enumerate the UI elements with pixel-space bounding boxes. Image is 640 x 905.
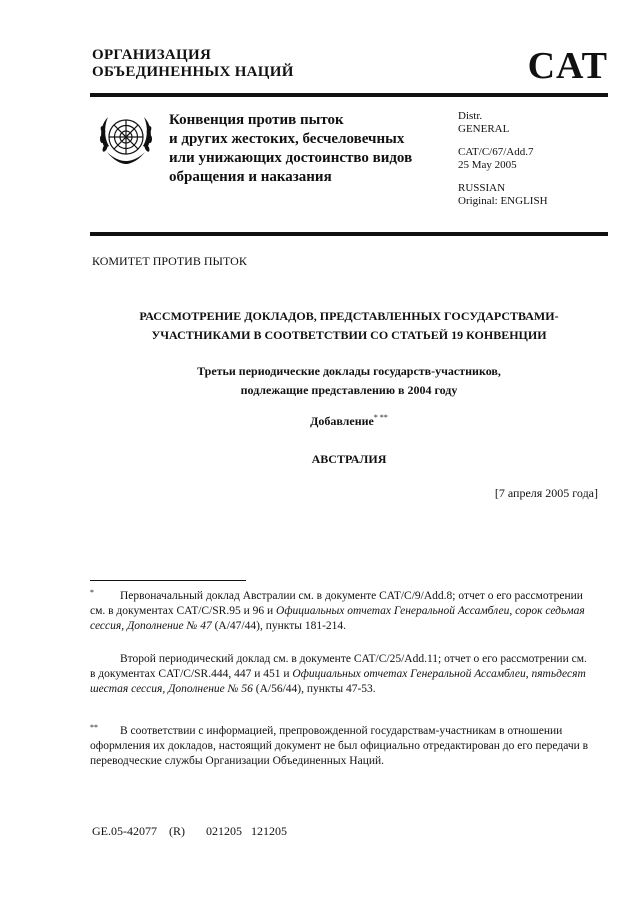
committee-name: КОМИТЕТ ПРОТИВ ПЫТОК [92, 254, 247, 268]
document-language: RUSSIAN [458, 182, 506, 194]
footnote-1-continued [90, 652, 595, 697]
main-heading-line-2: УЧАСТНИКАМИ В СООТВЕТСТВИИ СО СТАТЬЕЙ 19 КОНВЕНЦИИ [151, 328, 547, 342]
sub-heading-line-1: Третьи периодические доклады государств-участников, [197, 364, 501, 378]
footer-doc-number: GE.05-42077 [92, 824, 157, 838]
document-date: 25 May 2005 [458, 159, 517, 171]
document-symbol: CAT/C/67/Add.7 [458, 146, 534, 158]
footnote-1-text: Первоначальный доклад Австралии см. в документе CAT/C/9/Add.8; отчет о его рассмотрении см. в документах CAT/C/SR.95 и 96 и [90, 590, 583, 617]
country-heading: АВСТРАЛИЯ [311, 452, 387, 466]
footnote-2-text: Второй периодический доклад см. в документе CAT/C/25/Add.11; отчет о его рассмотрении см. в документах CAT/C/SR.444, 447 и 451 и [90, 653, 587, 680]
footnote-2-italic: Официальных отчетах Генеральной Ассамблеи, пятьдесят шестая сессия, Дополнение № 56 [90, 668, 586, 695]
convention-line-2: и других жестоких, бесчеловечных [169, 131, 405, 147]
footnote-2-tail: (A/56/44), пункты 47-53. [252, 683, 376, 695]
addendum-label: Добавление [310, 414, 374, 428]
convention-line-3: или унижающих достоинство видов [169, 150, 413, 166]
sub-heading [90, 362, 608, 400]
footnote-1-italic: Официальных отчетах Генеральной Ассамблеи, сорок седьмая сессия, Дополнение № 47 [90, 605, 585, 632]
convention-line-4: обращения и наказания [169, 169, 332, 185]
org-line-1: ОРГАНИЗАЦИЯ [92, 47, 212, 63]
addendum-footnote-marks: * ** [373, 413, 388, 422]
footnote-1-tail: (A/47/44), пункты 181-214. [211, 620, 347, 632]
header-rule [90, 93, 608, 97]
org-line-2: ОБЪЕДИНЕННЫХ НАЦИЙ [92, 64, 294, 80]
document-metadata [458, 110, 548, 218]
main-heading [90, 307, 608, 345]
sub-heading-line-2: подлежащие представлению в 2004 году [240, 383, 458, 397]
distribution-value: GENERAL [458, 123, 510, 135]
main-heading-line-1: РАССМОТРЕНИЕ ДОКЛАДОВ, ПРЕДСТАВЛЕННЫХ ГОСУДАРСТВАМИ- [139, 309, 559, 323]
organization-name [92, 47, 294, 81]
footer-language-code: (R) [169, 824, 185, 838]
distribution-label: Distr. [458, 110, 483, 122]
footnote-2: ** В соответствии с информацией, препровожденной государствам-участникам в отношении оформления их докладов, настоящий документ не был официально отредактирован до его передачи в переводческие службы Организации Объединенных Наций. [90, 723, 589, 767]
footnote-3-text: В соответствии с информацией, препровожденной государствам-участникам в отношении оформления их докладов, настоящий документ не был официально отредактирован до его передачи в переводческие службы Организации Объединенных Наций. [90, 725, 589, 767]
footnote-1: * Первоначальный доклад Австралии см. в документе CAT/C/9/Add.8; отчет о его рассмотрении см. в документах CAT/C/SR.95 и 96 и Официальных отчетах Генеральной Ассамблеи, сорок седьмая сессия, Дополнение № 47 (A/47/44), пункты 181-214. [90, 588, 585, 632]
addendum-heading [90, 413, 608, 429]
footnote-separator [90, 580, 246, 581]
document-code: CAT [527, 45, 608, 87]
convention-title [169, 111, 412, 187]
convention-line-1: Конвенция против пыток [169, 112, 344, 128]
date-received: [7 апреля 2005 года] [494, 486, 598, 500]
document-footer [92, 824, 287, 839]
footer-codes: 021205 121205 [206, 824, 287, 838]
original-language: Original: ENGLISH [458, 195, 548, 207]
header-bottom-rule [90, 232, 608, 236]
un-emblem-icon [95, 108, 157, 170]
